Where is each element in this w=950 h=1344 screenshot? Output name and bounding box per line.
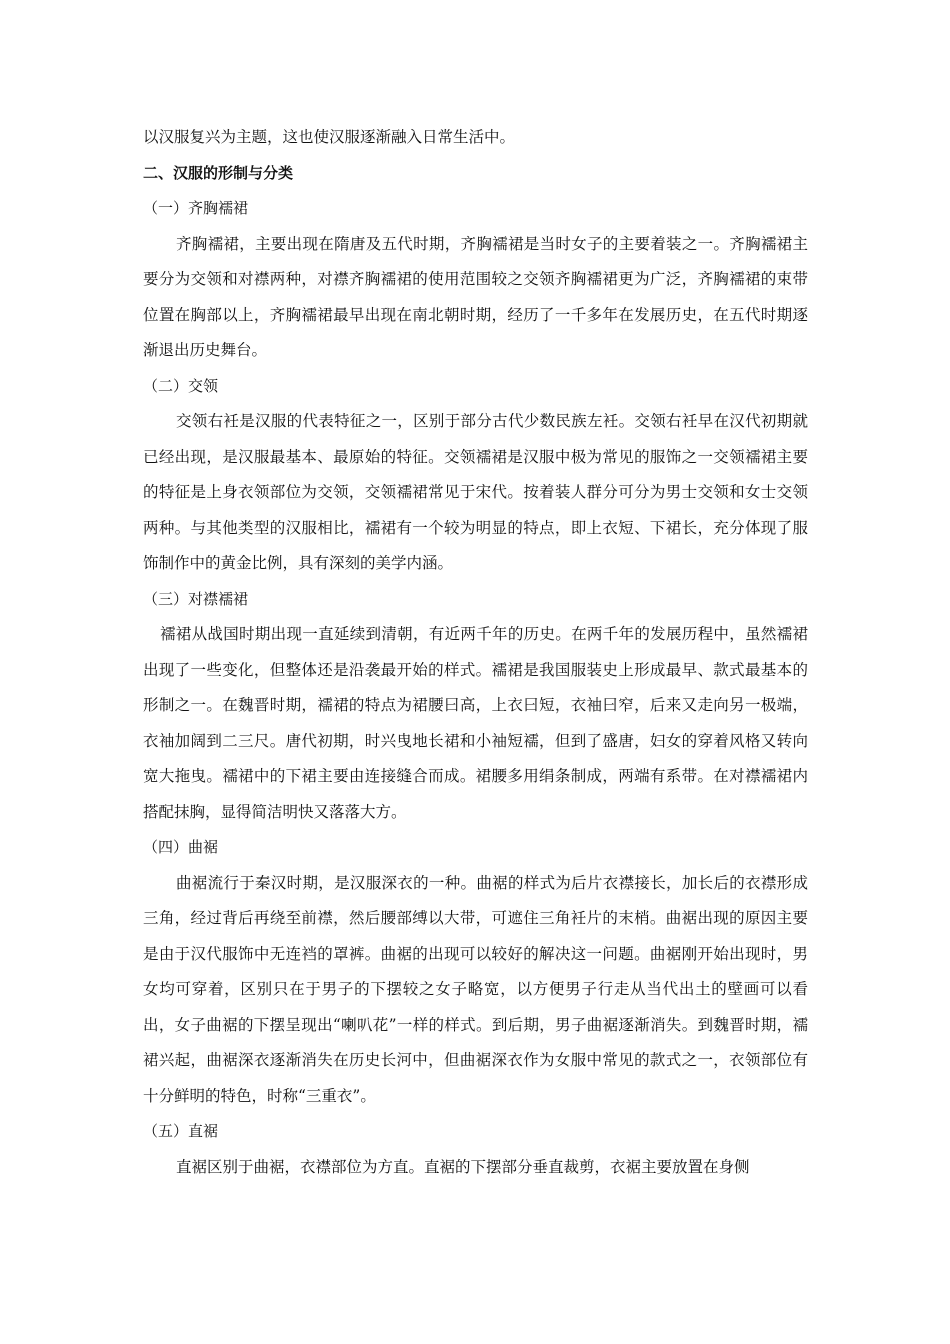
subsection-body-3: 襦裙从战国时期出现一直延续到清朝，有近两千年的历史。在两千年的发展历程中，虽然襦裙出现了一些变化，但整体还是沿袭最开始的样式。襦裙是我国服装史上形成最早、款式最基本的形制之一。在魏晋时期，襦裙的特点为裙腰曰高，上衣曰短，衣袖曰窄，后来又走向另一极端，衣袖加阔到二三尺。唐代初期，时兴曳地长裙和小袖短襦，但到了盛唐，妇女的穿着风格又转向宽大拖曳。襦裙中的下裙主要由连接缝合而成。裙腰多用绢条制成，两端有系带。在对襟襦裙内搭配抹胸，显得简洁明快又落落大方。 [143, 625, 808, 821]
subsection-body-5: 直裾区别于曲裾，衣襟部位为方直。直裾的下摆部分垂直裁剪，衣裾主要放置在身侧 [176, 1157, 750, 1176]
document-body [143, 120, 808, 1185]
subsection-title-4: （四）曲裾 [143, 838, 219, 856]
subsection-title-2: （二）交领 [143, 376, 219, 395]
subsection-body-2: 交领右衽是汉服的代表特征之一，区别于部分古代少数民族左衽。交领右衽早在汉代初期就已经出现，是汉服最基本、最原始的特征。交领襦裙是汉服中极为常见的服饰之一交领襦裙主要的特征是上身衣领部位为交领，交领襦裙常见于宋代。按着装人群分可分为男士交领和女士交领两种。与其他类型的汉服相比，襦裙有一个较为明显的特点，即上衣短、下裙长，充分体现了服饰制作中的黄金比例，具有深刻的美学内涵。 [143, 412, 808, 572]
subsection-body-4: 曲裾流行于秦汉时期，是汉服深衣的一种。曲裾的样式为后片衣襟接长，加长后的衣襟形成三角，经过背后再绕至前襟，然后腰部缚以大带，可遮住三角衽片的末梢。曲裾出现的原因主要是由于汉代服饰中无连裆的罩裤。曲裾的出现可以较好的解决这一问题。曲裾刚开始出现时，男女均可穿着，区别只在于男子的下摆较之女子略宽，以方便男子行走从当代出土的壁画可以看出，女子曲裾的下摆呈现出“喇叭花”一样的样式。到后期，男子曲裾逐渐消失。到魏晋时期，襦裙兴起，曲裾深衣逐渐消失在历史长河中，但曲裾深衣作为女服中常见的款式之一，衣领部位有十分鲜明的特色，时称“三重衣”。 [143, 873, 808, 1105]
subsection-title-5: （五）直裾 [143, 1122, 219, 1140]
subsection-title-1: （一）齐胸襦裙 [143, 199, 249, 217]
section-heading: 二、汉服的形制与分类 [143, 163, 294, 182]
subsection-title-3: （三）对襟襦裙 [143, 589, 249, 608]
subsection-body-1: 齐胸襦裙，主要出现在隋唐及五代时期，齐胸襦裙是当时女子的主要着装之一。齐胸襦裙主要分为交领和对襟两种，对襟齐胸襦裙的使用范围较之交领齐胸襦裙更为广泛，齐胸襦裙的束带位置在胸部以上，齐胸襦裙最早出现在南北朝时期，经历了一千多年在发展历史，在五代时期逐渐退出历史舞台。 [143, 234, 808, 359]
intro-line: 以汉服复兴为主题，这也使汉服逐渐融入日常生活中。 [143, 128, 516, 146]
